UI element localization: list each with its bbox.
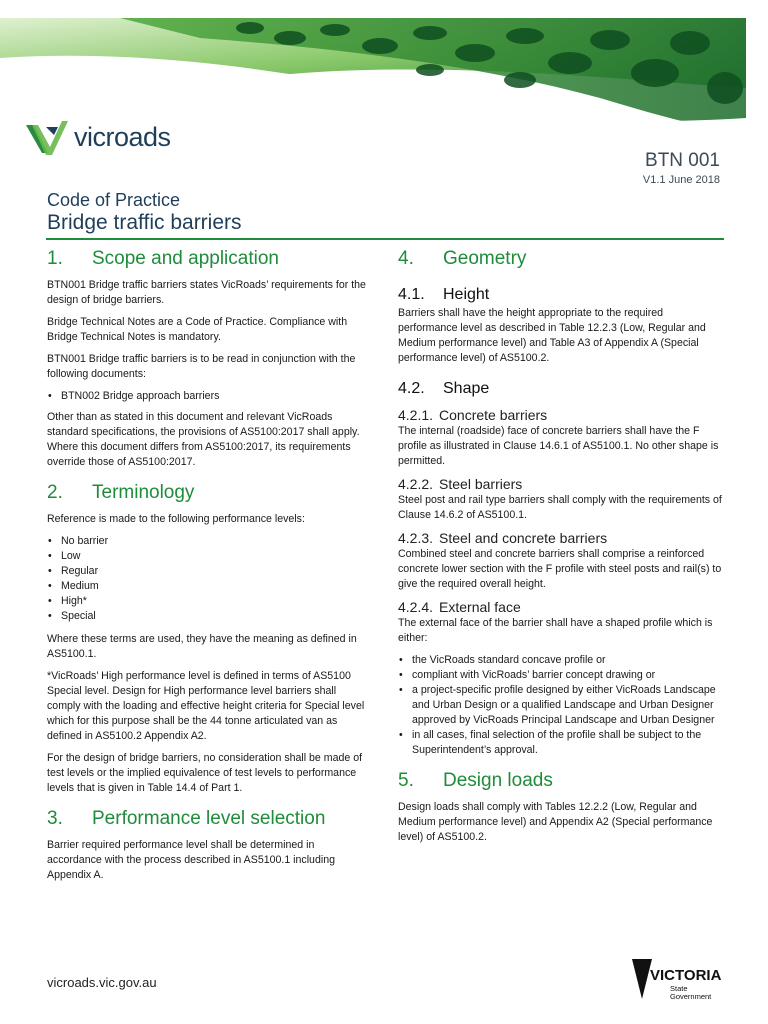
subsubsection-title: Concrete barriers	[439, 407, 548, 423]
section-title: Scope and application	[92, 248, 279, 269]
section-title: Performance level selection	[92, 808, 326, 829]
section-number: 5.	[398, 770, 414, 791]
section-number: 2.	[47, 482, 63, 503]
subsubsection-number: 4.2.1.	[398, 407, 434, 423]
paragraph: The external face of the barrier shall have a shaped profile which is either:	[398, 617, 713, 644]
subsubsection-title: Steel barriers	[439, 476, 523, 492]
paragraph: Bridge Technical Notes are a Code of Practice. Compliance with Bridge Technical Notes is mandatory.	[47, 316, 348, 343]
section-4-1-heading	[398, 286, 724, 304]
subsection-number: 4.2.	[398, 380, 425, 397]
section-4-2-4-heading	[398, 599, 724, 615]
subsubsection-title: External face	[439, 599, 521, 615]
paragraph: BTN001 Bridge traffic barriers states VicRoads’ requirements for the design of bridge barriers.	[47, 279, 366, 306]
section-5-heading	[398, 770, 724, 792]
subsection-number: 4.1.	[398, 286, 425, 303]
list-item: • Medium	[47, 579, 372, 594]
external-face-list	[398, 653, 724, 758]
subsection-title: Shape	[443, 380, 490, 397]
section-4-2-1-heading	[398, 407, 724, 423]
victoria-logo-main: VICTORIA	[650, 967, 722, 984]
paragraph: Other than as stated in this document and relevant VicRoads standard specifications, the provisions of AS5100:2017 shall apply. Where this document differs from AS5100:2017, its requirements override those of AS5100:2017.	[47, 411, 360, 468]
list-item: • a project-specific profile designed by either VicRoads Landscape and Urban Design or a qualified Landscape and Urban Designer approved by VicRoads Principal Landscape and Urban Designer	[398, 683, 724, 728]
doc-id: BTN 001	[645, 150, 720, 171]
paragraph: Reference is made to the following performance levels:	[47, 513, 305, 525]
performance-levels-list	[47, 534, 372, 624]
paragraph: Barrier required performance level shall be determined in accordance with the process described in AS5100.1 including Appendix A.	[47, 839, 335, 881]
right-column	[398, 246, 724, 852]
victoria-logo-icon	[630, 955, 730, 1005]
paragraph: Combined steel and concrete barriers shall comprise a reinforced concrete lower section with the F profile with steel posts and rail(s) to give the required overall height.	[398, 548, 722, 590]
section-4-2-heading	[398, 380, 724, 398]
list-item: • No barrier	[47, 534, 372, 549]
section-number: 4.	[398, 248, 414, 269]
vicroads-logo	[24, 115, 204, 159]
subsubsection-number: 4.2.3.	[398, 530, 434, 546]
paragraph: For the design of bridge barriers, no consideration shall be made of test levels or the implied equivalence of test levels to performance levels that is given in Table 14.4 of Part 1.	[47, 752, 363, 794]
list-item: • Low	[47, 549, 372, 564]
list-item: • Regular	[47, 564, 372, 579]
list-item: • Special	[47, 609, 372, 624]
subsubsection-title: Steel and concrete barriers	[439, 530, 608, 546]
section-3-heading	[47, 808, 372, 830]
section-2-heading	[47, 482, 372, 504]
paragraph: BTN001 Bridge traffic barriers is to be read in conjunction with the following documents:	[47, 353, 356, 380]
victoria-logo-sub1: State	[670, 984, 688, 993]
paragraph: Where these terms are used, they have the meaning as defined in AS5100.1.	[47, 633, 357, 660]
section-title: Geometry	[443, 248, 527, 269]
list-item: • the VicRoads standard concave profile or	[398, 653, 724, 668]
section-4-2-2-heading	[398, 476, 724, 492]
footer-url[interactable]: vicroads.vic.gov.au	[47, 975, 157, 990]
victoria-logo-sub2: Government	[670, 992, 712, 1001]
paragraph: Steel post and rail type barriers shall comply with the requirements of Clause 14.6.2 of AS5100.1.	[398, 494, 722, 521]
list-item: • High*	[47, 594, 372, 609]
paragraph: Barriers shall have the height appropriate to the required performance level as described in Table 12.2.3 (Low, Regular and Medium performance level) and Table A3 of Appendix A (Special performance level) of AS5100.2.	[398, 307, 706, 364]
paragraph: The internal (roadside) face of concrete barriers shall have the F profile as illustrated in Clause 14.6.1 of AS5100.1. No other shape is permitted.	[398, 425, 719, 467]
section-number: 3.	[47, 808, 63, 829]
logo-text: vicroads	[74, 121, 171, 152]
section-1-heading	[47, 248, 372, 270]
section-4-2-3-heading	[398, 530, 724, 546]
left-column	[47, 246, 372, 890]
section-title: Terminology	[92, 482, 195, 503]
section-title: Design loads	[443, 770, 553, 791]
doc-title: Bridge traffic barriers	[47, 211, 242, 234]
subsubsection-number: 4.2.2.	[398, 476, 434, 492]
doc-type: Code of Practice	[47, 190, 181, 210]
subsection-title: Height	[443, 286, 490, 303]
doc-version: V1.1 June 2018	[642, 174, 720, 186]
documents-list	[47, 389, 372, 404]
section-4-heading	[398, 248, 724, 270]
list-item: • BTN002 Bridge approach barriers	[47, 389, 372, 404]
section-number: 1.	[47, 248, 63, 269]
paragraph: *VicRoads’ High performance level is defined in terms of AS5100 Special level. Design for High performance level barriers shall comply with the loading and effective height criteria for Special level which for this purpose shall be the 44 tonne articulated van as defined in AS5100.2 Appendix A2.	[47, 670, 365, 742]
subsubsection-number: 4.2.4.	[398, 599, 434, 615]
title-divider	[46, 238, 724, 240]
list-item: • in all cases, final selection of the profile shall be subject to the Superintendent’s approval.	[398, 728, 724, 758]
vicroads-logo-icon	[24, 117, 70, 157]
victoria-state-government-logo	[630, 955, 730, 1005]
paragraph: Design loads shall comply with Tables 12.2.2 (Low, Regular and Medium performance level) and Appendix A2 (Special performance level) of AS5100.2.	[398, 801, 713, 843]
list-item: • compliant with VicRoads’ barrier concept drawing or	[398, 668, 724, 683]
